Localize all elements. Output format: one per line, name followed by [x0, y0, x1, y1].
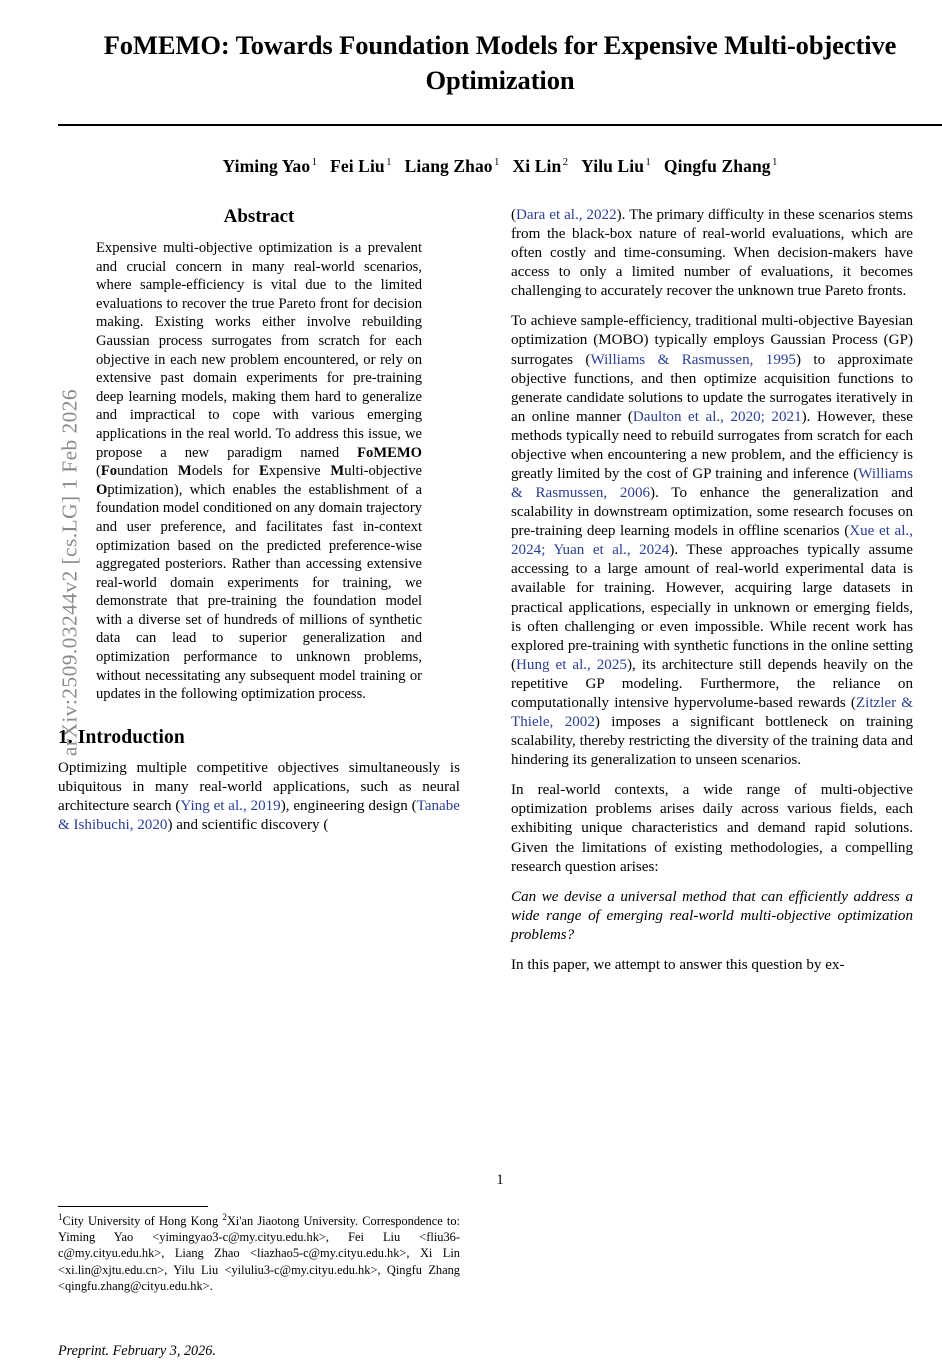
citation-separator-2: ; — [541, 542, 554, 559]
intro-p2-text-f: ), its architecture still depends heavily on the repetitive GP modeling. Furthermore, the reliance on computationally intensive hypervolume-based rewards ( — [511, 656, 913, 711]
author-name: Qingfu Zhang — [663, 155, 771, 176]
left-column — [58, 206, 460, 1359]
abstract-ulti: ulti-objective — [344, 463, 422, 480]
footnote-affiliation-2: Xi'an Jiaotong University. Correspondence to: Yiming Yao <yimingyao3-c@my.cityu.edu.hk>, Fei Liu <fliu36-c@my.cityu.edu.hk>, Liang Zhao <liazhao5-c@my.cityu.edu.hk>, Xi Lin <xi.lin@xjtu.edu.cn>, Yilu Liu <yiluliu3-c@my.cityu.edu.hk>, Qingfu Zhang <qingfu.zhang@cityu.edu.hk>. — [58, 1214, 460, 1293]
citation-link-tanabe-2020[interactable]: Tanabe & Ishibuchi, 2020 — [58, 798, 460, 834]
abstract-bold-o: O — [96, 481, 108, 498]
author-name: Xi Lin — [512, 155, 562, 176]
page-title: FoMEMO: Towards Foundation Models for Expensive Multi-objective Optimization — [103, 30, 897, 95]
two-column-body — [58, 206, 942, 1359]
intro-paragraph-1-right: (Dara et al., 2022). The primary difficulty in these scenarios stems from the black-box nature of real-world evaluations, which are often costly and time-consuming. When decision-makers have access to only a limited number of evaluations, it becomes challenging to accurately recover the unknown true Pareto fronts. — [511, 207, 913, 300]
abstract-xpensive: xpensive — [268, 463, 331, 480]
author-name: Yiming Yao — [222, 155, 311, 176]
author-entry — [581, 156, 651, 176]
section-heading-introduction: 1. Introduction — [58, 726, 185, 748]
citation-separator-1: ; — [760, 408, 772, 425]
author-affiliation-marker: 1 — [386, 157, 392, 169]
author-entry — [664, 156, 778, 176]
citation-link-yuan-2024[interactable]: Yuan et al., 2024 — [553, 542, 670, 559]
footnote-marker-1: 1 — [58, 1212, 63, 1222]
abstract-bold-m2: M — [330, 463, 345, 480]
intro-p1-text-a: Optimizing multiple competitive objectives simultaneously is ubiquitous in many real-world applications, such as neural architecture search ( — [58, 759, 460, 814]
footnote-text — [58, 1212, 460, 1294]
intro-p2-text-g: ) imposes a significant bottleneck on training scalability, thereby restricting the diversity of the training data and hindering its generalization to unseen scenarios. — [511, 714, 913, 769]
citation-link-williams-1995[interactable]: Williams & Rasmussen, 1995 — [590, 351, 796, 368]
abstract-text — [96, 239, 422, 704]
author-affiliation-marker: 2 — [562, 157, 569, 169]
author-entry — [330, 156, 392, 176]
abstract-section — [58, 206, 460, 704]
author-affiliation-marker: 1 — [645, 157, 651, 169]
abstract-ptimization: ptimization — [107, 481, 174, 498]
abstract-paren-open: ( — [96, 463, 101, 480]
author-entry — [513, 156, 569, 176]
intro-p2-text-c: ). However, these methods typically need to rebuild surrogates from scratch for each objective when encountering a new problem, and the efficiency is greatly limited by the cost of GP training and inference ( — [511, 408, 913, 483]
intro-paragraph-4: In this paper, we attempt to answer this question by ex- — [511, 956, 845, 973]
citation-link-dara-2022[interactable]: Dara et al., 2022 — [516, 207, 617, 223]
citation-link-ying-2019[interactable]: Ying et al., 2019 — [180, 798, 281, 814]
citation-link-daulton-2021[interactable]: 2021 — [771, 408, 802, 425]
author-name: Yilu Liu — [581, 155, 645, 176]
author-entry — [405, 156, 500, 176]
citation-link-daulton-2020[interactable]: Daulton et al., 2020 — [632, 408, 761, 425]
research-question: Can we devise a universal method that can efficiently address a wide range of emerging real-world multi-objective optimization problems? — [511, 888, 913, 943]
abstract-odels: odels for — [191, 463, 260, 480]
citation-link-xue-2024[interactable]: Xue et al., 2024 — [511, 523, 913, 559]
intro-p1-text-c: ) and scientific discovery ( — [167, 817, 329, 834]
footnote-divider — [58, 1206, 208, 1207]
page-number: 1 — [496, 1172, 504, 1188]
intro-p2-text-d: ). To enhance the generalization and scalability in downstream optimization, some research focuses on pre-training deep learning models in offline scenarios ( — [511, 485, 913, 540]
paper-content — [58, 0, 942, 1359]
footnote-block — [58, 1206, 460, 1294]
intro-p1-text-b: ), engineering design ( — [280, 798, 417, 814]
intro-paragraph-3: In real-world contexts, a wide range of multi-objective optimization problems arises daily across various fields, each exhibiting unique characteristics and demand rapid solutions. Given the limitations of existing methodologies, a compelling research question arises: — [511, 782, 913, 875]
abstract-bold-e: E — [259, 463, 269, 480]
abstract-bold-m: M — [177, 463, 192, 480]
abstract-acronym: FoMEMO — [357, 444, 422, 461]
citation-link-zitzler-2002[interactable]: Zitzler & Thiele, 2002 — [511, 694, 913, 731]
abstract-part-1: Expensive multi-objective optimization is a prevalent and crucial concern in many real-world scenarios, where sample-efficiency is vital due to the limited evaluations to recover the true Pareto front for decision making. Existing works either involve rebuilding Gaussian process surrogates from scratch for each objective in each new problem encountered, or rely on extensive past domain experiments for pre-training deep learning models, making them hard to generalize and impractical to cope with various emerging applications in the real world. To address this issue, we propose a new paradigm named — [96, 240, 422, 461]
preprint-note: Preprint. February 3, 2026. — [58, 1343, 216, 1359]
footnote-affiliation-1: City University of Hong Kong — [62, 1214, 223, 1229]
citation-link-williams-2006[interactable]: Williams & Rasmussen, 2006 — [511, 466, 913, 502]
right-column — [511, 206, 913, 1166]
author-affiliation-marker: 1 — [494, 157, 500, 169]
author-name: Liang Zhao — [404, 155, 493, 176]
author-affiliation-marker: 1 — [772, 157, 778, 169]
abstract-paren-close: ) — [173, 481, 179, 498]
abstract-part-2: , which enables the establishment of a foundation model conditioned on any domain trajectory and user preference, and facilitates fast in-context optimization based on the predicted preference-wise aggregated posteriors. Rather than accessing extensive real-world domain experiments for training, we demonstrate that pre-training the foundation model with a diverse set of hundreds of millions of synthetic data can lead to superior generalization and optimization performance to unknown problems, without necessitating any subsequent model training or updates in the following optimization process. — [96, 481, 422, 703]
footnote-marker-2: 2 — [222, 1212, 227, 1222]
abstract-bold-f: Fo — [100, 463, 118, 480]
abstract-undation: undation — [117, 463, 178, 480]
intro-p2-text-b: ) to approximate objective functions, and then optimize acquisition functions to generate candidate solutions to update the surrogates iteratively in an online manner ( — [511, 351, 913, 425]
author-affiliation-marker: 1 — [311, 157, 318, 169]
author-entry — [223, 156, 318, 176]
citation-link-hung-2025[interactable]: Hung et al., 2025 — [516, 656, 627, 673]
author-name: Fei Liu — [330, 155, 385, 176]
intro-p1-text-d: ). The primary difficulty in these scenarios stems from the black-box nature of real-world evaluations, which are often costly and time-consuming. When decision-makers have access to only a limited number of evaluations, it becomes challenging to accurately recover the unknown true Pareto fronts. — [511, 207, 913, 300]
abstract-heading: Abstract — [223, 206, 295, 227]
arxiv-identifier-stamp: arXiv:2509.03244v2 [cs.LG] 1 Feb 2026 — [57, 388, 82, 757]
author-list — [58, 126, 942, 177]
intro-paragraph-2 — [511, 312, 913, 770]
intro-p2-text-e: ). These approaches typically assume accessing to a large amount of real-world experimental data is available for training. However, acquiring large datasets in practical applications, especially in unknown or emerging fields, is often challenging or even impossible. While recent work has explored pre-training with synthetic functions in the online setting ( — [511, 542, 913, 673]
intro-paragraph-1-left — [58, 759, 460, 835]
intro-p2-text-a: To achieve sample-efficiency, traditional multi-objective Bayesian optimization (MOBO) typically employs Gaussian Process (GP) surrogates ( — [511, 313, 913, 368]
